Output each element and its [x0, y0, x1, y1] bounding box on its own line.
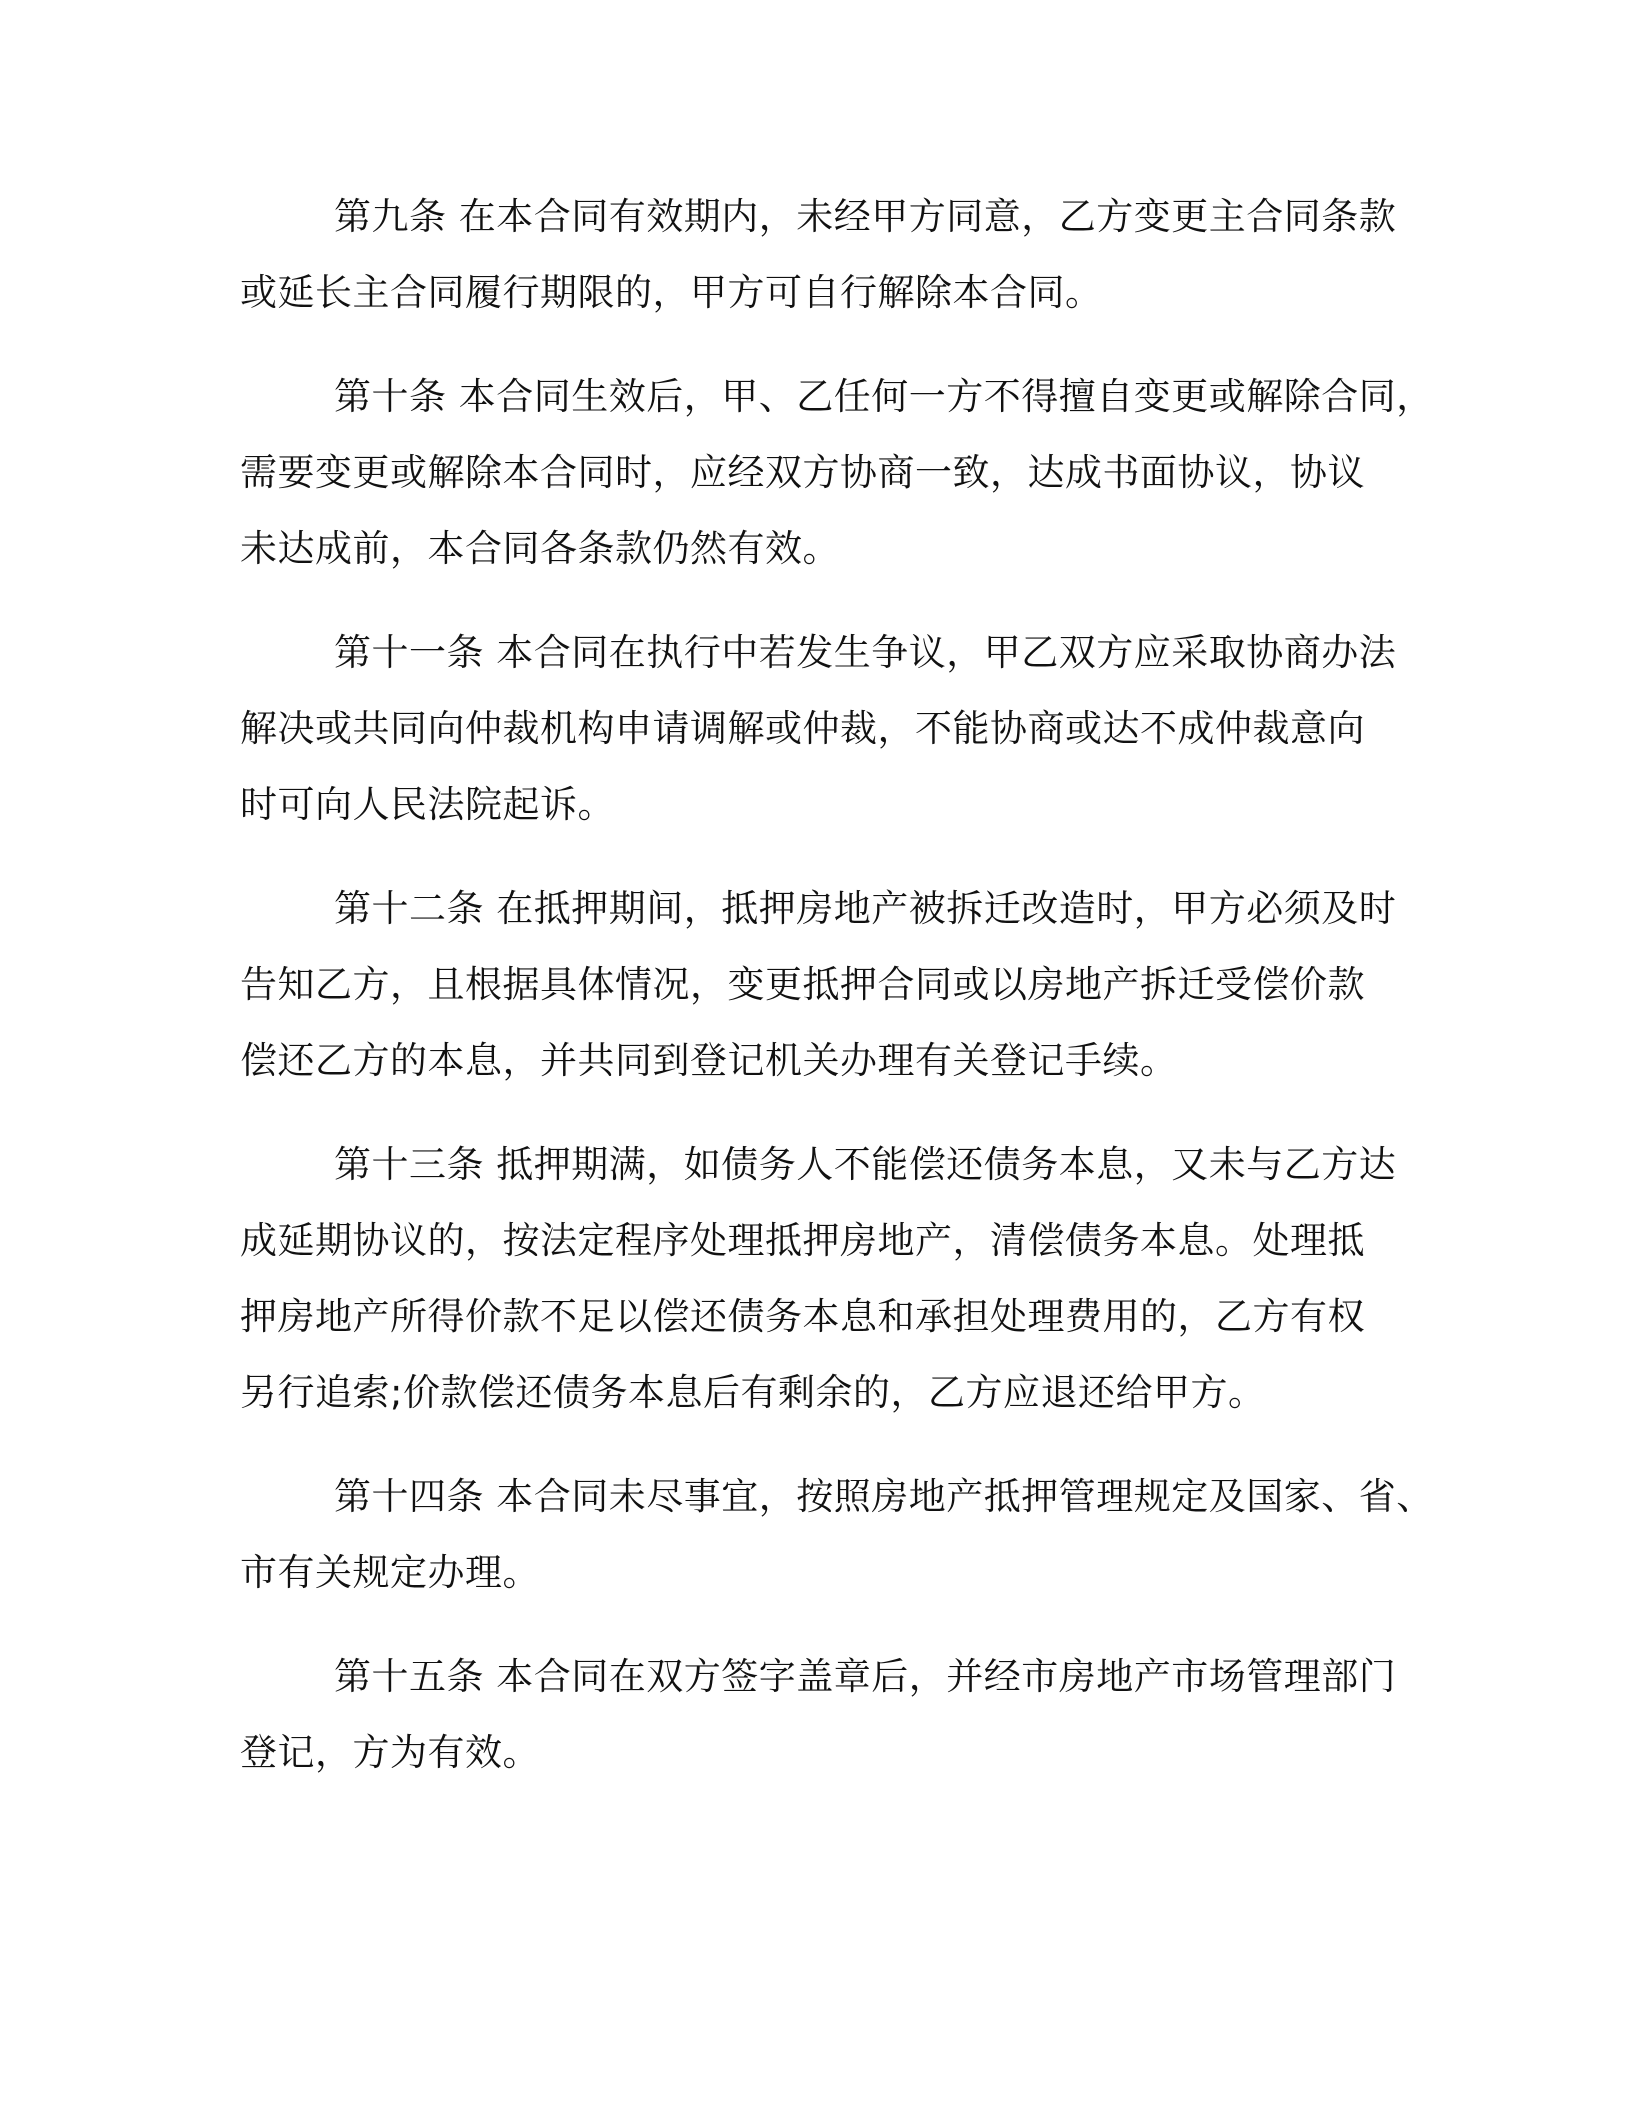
article-13-line-4: 另行追索;价款偿还债务本息后有剩余的，乙方应退还给甲方。 — [240, 1371, 1266, 1414]
article-10-line-2: 需要变更或解除本合同时，应经双方协商一致，达成书面协议，协议 — [240, 451, 1365, 494]
article-12-line-1: 第十二条 在抵押期间，抵押房地产被拆迁改造时，甲方必须及时 — [334, 887, 1397, 930]
article-11-line-2: 解决或共同向仲裁机构申请调解或仲裁，不能协商或达不成仲裁意向 — [240, 707, 1365, 750]
article-10-line-3: 未达成前，本合同各条款仍然有效。 — [240, 527, 840, 570]
article-14-line-2: 市有关规定办理。 — [240, 1551, 540, 1594]
article-14-line-1: 第十四条 本合同未尽事宜，按照房地产抵押管理规定及国家、省、 — [334, 1475, 1434, 1518]
article-10-line-1: 第十条 本合同生效后，甲、乙任何一方不得擅自变更或解除合同， — [334, 375, 1434, 418]
article-15-line-1: 第十五条 本合同在双方签字盖章后，并经市房地产市场管理部门 — [334, 1655, 1397, 1698]
article-15-line-2: 登记，方为有效。 — [240, 1731, 540, 1774]
article-13-line-3: 押房地产所得价款不足以偿还债务本息和承担处理费用的，乙方有权 — [240, 1295, 1365, 1338]
article-13-line-1: 第十三条 抵押期满，如债务人不能偿还债务本息，又未与乙方达 — [334, 1143, 1397, 1186]
article-11-line-3: 时可向人民法院起诉。 — [240, 783, 615, 826]
article-12-line-3: 偿还乙方的本息，并共同到登记机关办理有关登记手续。 — [240, 1039, 1178, 1082]
article-11-line-1: 第十一条 本合同在执行中若发生争议，甲乙双方应采取协商办法 — [334, 631, 1397, 674]
article-13-line-2: 成延期协议的，按法定程序处理抵押房地产，清偿债务本息。处理抵 — [240, 1219, 1365, 1262]
article-12-line-2: 告知乙方，且根据具体情况，变更抵押合同或以房地产拆迁受偿价款 — [240, 963, 1365, 1006]
article-9-line-2: 或延长主合同履行期限的，甲方可自行解除本合同。 — [240, 271, 1103, 314]
article-9-line-1: 第九条 在本合同有效期内，未经甲方同意，乙方变更主合同条款 — [334, 195, 1397, 238]
